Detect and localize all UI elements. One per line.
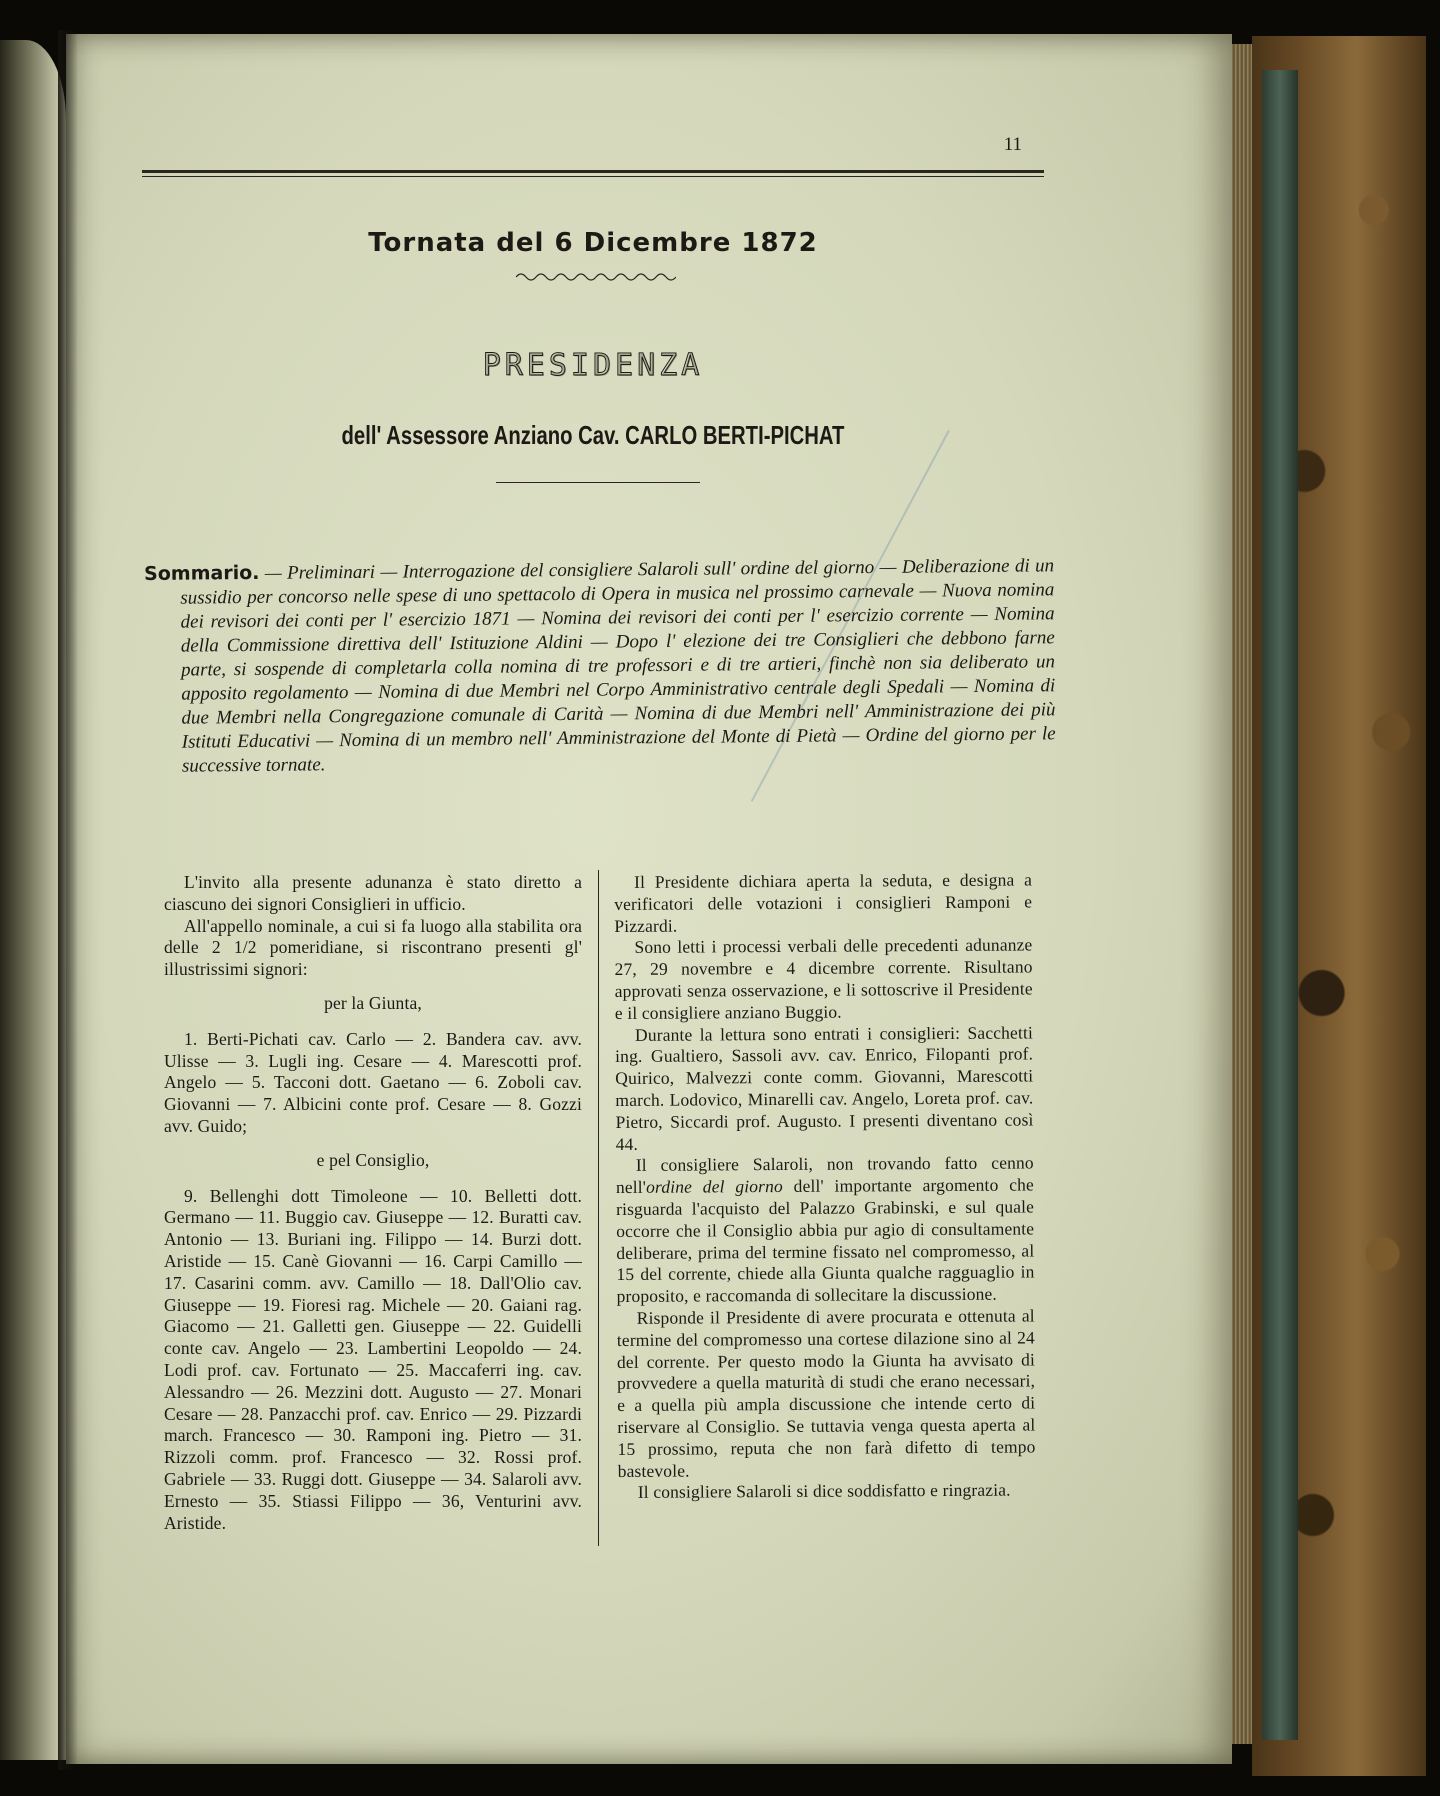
presidenza-heading <box>142 348 1044 383</box>
page-number: 11 <box>1003 134 1022 155</box>
paragraph-invito: L'invito alla presente adunanza è stato diretto a ciascuno dei signori Consiglieri in ufficio. <box>164 872 582 914</box>
sommario-label: Sommario. <box>144 561 260 585</box>
salaroli-text-b: dell' importante argomento che risguarda l'acquisto del Palazzo Grabinski, e sul quale occorre che il Consiglio abbia pur agio di consultamente deliberare, prima del termine fissato nel compromesso, al 15 del corrente, chiede alla Giunta qualche ragguaglio in proposito, e raccomanda di sollecitare la discussione. <box>615 1174 1035 1307</box>
book-gutter <box>58 30 78 1770</box>
left-page-edge <box>0 40 66 1760</box>
giunta-list: 1. Berti-Pichati cav. Carlo — 2. Bandera cav. avv. Ulisse — 3. Lugli ing. Cesare — 4. Marescotti prof. Angelo — 5. Tacconi dott. Gaetano — 6. Zoboli cav. Giovanni — 7. Albicini conte prof. Cesare — 8. Gozzi avv. Guido; <box>164 1028 582 1136</box>
paragraph-entrati: Durante la lettura sono entrati i consiglieri: Sacchetti ing. Gualtiero, Sassoli avv. cav. Enrico, Filopanti prof. Quirico, Malvezzi conte comm. Giovanni, Marescotti march. Lodovico, Minarelli cav. Angelo, Loreta prof. cav. Pietro, Siccardi prof. Augusto. I presenti diventano così 44. <box>615 1022 1034 1154</box>
wavy-ornament <box>516 270 676 284</box>
sommario-block <box>144 553 1056 779</box>
giunta-heading: per la Giunta, <box>324 992 422 1013</box>
header-rule <box>142 170 1044 173</box>
cover-spine-strip <box>1262 70 1298 1740</box>
paragraph-soddisfatto: Il consigliere Salaroli si dice soddisfatto e ringrazia. <box>637 1479 1011 1503</box>
salaroli-text-a: Il consigliere Salaroli, non trovando fatto cenno nell' <box>615 1152 1034 1198</box>
column-divider <box>598 870 599 1546</box>
paragraph-appello: All'appello nominale, a cui si fa luogo alla stabilita ora delle 2 1/2 pomeridiane, si riscontrano presenti gl' illustrissimi signori: <box>164 915 582 980</box>
paragraph-seduta: Il Presidente dichiara aperta la seduta, e designa a verificatori delle votazioni i consiglieri Ramponi e Pizzardi. <box>614 869 1033 936</box>
presidenza-text: PRESIDENZA <box>482 348 704 383</box>
session-title: Tornata del 6 Dicembre 1872 <box>368 228 818 258</box>
ordine-del-giorno-italic: ordine del giorno <box>646 1176 783 1197</box>
header-rule-thin <box>142 176 1044 177</box>
consiglio-heading: e pel Consiglio, <box>316 1149 430 1170</box>
paragraph-salaroli <box>616 1153 1035 1308</box>
assessore-line: dell' Assessore Anziano Cav. CARLO BERTI-PICHAT <box>341 420 845 450</box>
section-rule <box>496 482 700 483</box>
sommario-text: — Preliminari — Interrogazione del consigliere Salaroli sull' ordine del giorno — Deliberazione di un sussidio per concorso nelle spese di uno spettacolo di Opera in musica nel prossimo carnevale — Nuova nomina dei revisori dei conti per l' esercizio 1871 — Nomina dei revisori dei conti per l' esercizio corrente — Nomina della Commissione direttiva dell' Istituzione Aldini — Dopo l' elezione dei tre Consiglieri che debbono farne parte, si sospende di completarla colla nomina di tre professori e di tre artieri, finchè non sia deliberato un apposito regolamento — Nomina di due Membri nel Corpo Amministrativo centrale degli Spedali — Nomina di due Membri nella Congregazione comunale di Carità — Nomina di due Membri nell' Amministrazione dei più Istituti Educativi — Nomina di un membro nell' Amministrazione del Monte di Pietà — Ordine del giorno per le successive tornate. <box>180 555 1056 777</box>
paragraph-verbali: Sono letti i processi verbali delle precedenti adunanze 27, 29 novembre e 4 dicembre corrente. Risultano approvati senza osservazione, e li sottoscrive il Presidente e il consigliere anziano Buggio. <box>614 934 1033 1023</box>
left-column <box>164 872 582 1534</box>
paragraph-risposta: Risponde il Presidente di avere procurata e ottenuta al termine del compromesso una cortese dilazione sino al 24 del corrente. Per questo modo la Giunta ha avvisato di provvedere a quella maturità di studi che erano necessari, e a quella più ampla discussione che intende certo di riservare al Consiglio. Se tuttavia venga questa aperta al 15 prossimo, reputa che non farà difetto di tempo bastevole. <box>616 1305 1036 1481</box>
page-edges <box>1232 44 1252 1744</box>
consiglio-list: 9. Bellenghi dott Timoleone — 10. Belletti dott. Germano — 11. Buggio cav. Giuseppe — 12. Buratti cav. Antonio — 13. Buriani ing. Filippo — 14. Burzi dott. Aristide — 15. Canè Giovanni — 16. Carpi Camillo — 17. Casarini comm. avv. Camillo — 18. Dall'Olio cav. Giuseppe — 19. Fioresi rag. Michele — 20. Gaiani rag. Giacomo — 21. Galletti gen. Giuseppe — 22. Guidelli conte cav. Angelo — 23. Lambertini Leopoldo — 24. Lodi prof. cav. Fortunato — 25. Maccaferri ing. cav. Alessandro — 26. Mezzini dott. Augusto — 27. Monari Cesare — 28. Panzacchi prof. cav. Enrico — 29. Pizzardi march. Francesco — 30. Ramponi ing. Pietro — 31. Rizzoli comm. prof. Francesco — 32. Rossi prof. Gabriele — 33. Ruggi dott. Giuseppe — 34. Salaroli avv. Ernesto — 35. Stiassi Filippo — 36, Venturini avv. Aristide. <box>164 1185 582 1533</box>
right-column <box>614 869 1036 1504</box>
